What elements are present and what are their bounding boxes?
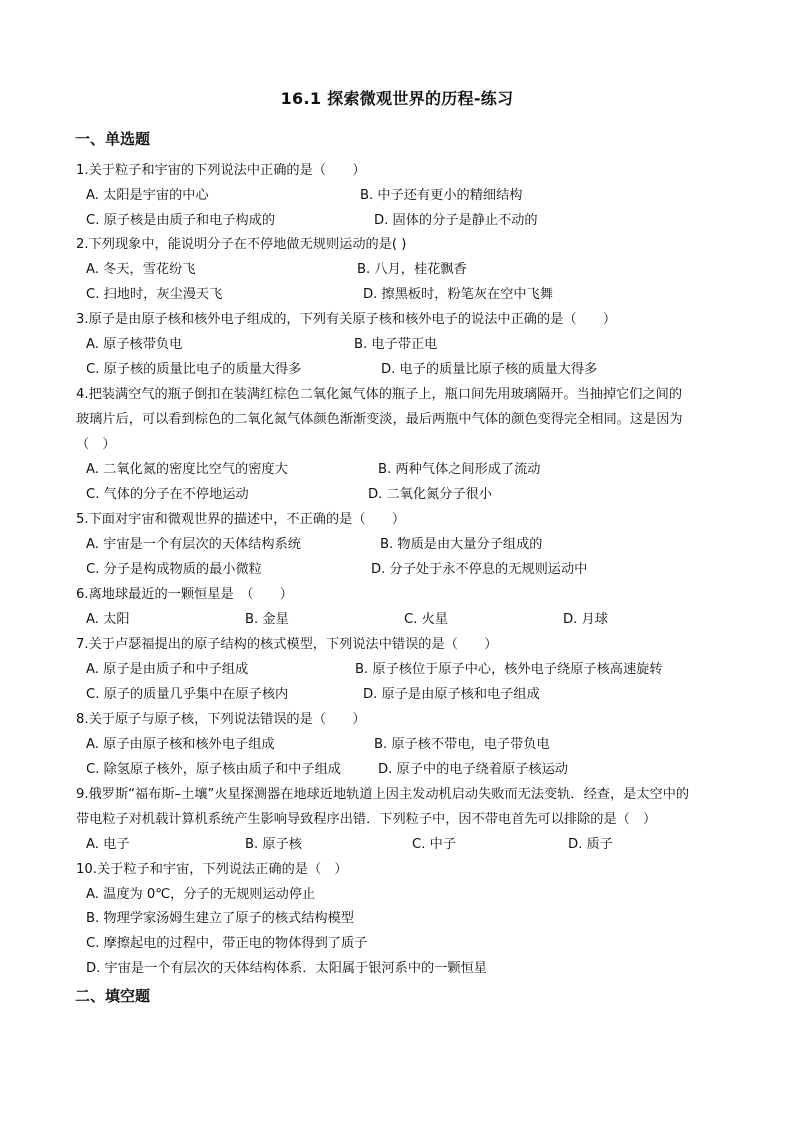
question-6-option-d: D. 月球	[563, 612, 608, 627]
question-4-option-b: B. 两种气体之间形成了流动	[378, 462, 541, 477]
question-5-option-b: B. 物质是由大量分子组成的	[380, 537, 543, 552]
question-5-stem: 5.下面对宇宙和微观世界的描述中，不正确的是（ ）	[76, 512, 406, 527]
question-3-option-a: A. 原子核带负电	[86, 337, 183, 352]
question-8-option-d: D. 原子中的电子绕着原子核运动	[378, 762, 568, 777]
question-1-option-b: B. 中子还有更小的精细结构	[360, 188, 523, 203]
question-5-option-a: A. 宇宙是一个有层次的天体结构系统	[86, 537, 301, 552]
question-9-option-c: C. 中子	[412, 837, 456, 852]
question-4-option-d: D. 二氧化氮分子很小	[368, 487, 493, 502]
question-4-option-c: C. 气体的分子在不停地运动	[86, 487, 249, 502]
document-title: 16.1 探索微观世界的历程-练习	[280, 89, 514, 108]
question-1-option-c: C. 原子核是由质子和电子构成的	[86, 213, 276, 228]
question-4-stem-line-2: 玻璃片后，可以看到棕色的二氧化氮气体颜色渐渐变淡，最后两瓶中气体的颜色变得完全相同。这是因为	[76, 412, 683, 427]
question-2-stem: 2.下列现象中，能说明分子在不停地做无规则运动的是( )	[76, 237, 407, 252]
question-4-stem-line-3: （ ）	[76, 437, 116, 452]
question-8-option-a: A. 原子由原子核和核外电子组成	[86, 737, 275, 752]
question-6-option-b: B. 金星	[245, 612, 289, 627]
question-6-option-c: C. 火星	[404, 612, 448, 627]
question-7-option-c: C. 原子的质量几乎集中在原子核内	[86, 687, 289, 702]
question-2-option-a: A. 冬天，雪花纷飞	[86, 262, 196, 277]
question-1-option-a: A. 太阳是宇宙的中心	[86, 188, 209, 203]
question-9-option-a: A. 电子	[86, 837, 130, 852]
question-7-stem: 7.关于卢瑟福提出的原子结构的核式模型，下列说法中错误的是（ ）	[76, 637, 498, 652]
question-7-option-a: A. 原子是由质子和中子组成	[86, 662, 249, 677]
question-5-option-d: D. 分子处于永不停息的无规则运动中	[371, 562, 588, 577]
question-1-option-d: D. 固体的分子是静止不动的	[374, 213, 538, 228]
question-7-option-b: B. 原子核位于原子中心，核外电子绕原子核高速旋转	[355, 662, 663, 677]
question-9-stem-line-1: 9.俄罗斯“福布斯–土壤”火星探测器在地球近地轨道上因主发动机启动失败而无法变轨．经查，是太空中的	[76, 787, 690, 802]
question-10-option-d: D. 宇宙是一个有层次的天体结构体系．太阳属于银河系中的一颗恒星	[86, 961, 487, 976]
section-heading-fill-blank: 二、填空题	[75, 987, 151, 1005]
question-1-stem: 1.关于粒子和宇宙的下列说法中正确的是（ ）	[76, 163, 366, 178]
question-9-option-b: B. 原子核	[245, 837, 302, 852]
question-10-option-c: C. 摩擦起电的过程中，带正电的物体得到了质子	[86, 936, 368, 951]
question-9-option-d: D. 质子	[568, 837, 613, 852]
question-10-option-b: B. 物理学家汤姆生建立了原子的核式结构模型	[86, 911, 354, 926]
question-8-option-b: B. 原子核不带电，电子带负电	[374, 737, 550, 752]
question-4-option-a: A. 二氧化氮的密度比空气的密度大	[86, 462, 288, 477]
question-3-option-d: D. 电子的质量比原子核的质量大得多	[381, 362, 598, 377]
question-9-stem-line-2: 带电粒子对机载计算机系统产生影响导致程序出错．下列粒子中，因不带电首先可以排除的是（ ）	[76, 812, 657, 827]
question-3-option-b: B. 电子带正电	[354, 337, 438, 352]
question-5-option-c: C. 分子是构成物质的最小微粒	[86, 562, 262, 577]
question-10-option-a: A. 温度为 0℃，分子的无规则运动停止	[86, 887, 316, 902]
section-heading-single-choice: 一、单选题	[75, 130, 151, 148]
question-4-stem-line-1: 4.把装满空气的瓶子倒扣在装满红棕色二氧化氮气体的瓶子上，瓶口间先用玻璃隔开。当抽掉它们之间的	[76, 387, 683, 402]
question-8-stem: 8.关于原子与原子核，下列说法错误的是（ ）	[76, 712, 366, 727]
question-3-stem: 3.原子是由原子核和核外电子组成的，下列有关原子核和核外电子的说法中正确的是（ ）	[76, 312, 617, 327]
question-7-option-d: D. 原子是由原子核和电子组成	[363, 687, 540, 702]
question-8-option-c: C. 除氢原子核外，原子核由质子和中子组成	[86, 762, 341, 777]
question-2-option-d: D. 擦黑板时，粉笔灰在空中飞舞	[363, 287, 553, 302]
question-10-stem: 10.关于粒子和宇宙，下列说法正确的是（ ）	[76, 862, 348, 877]
question-2-option-b: B. 八月，桂花飘香	[357, 262, 467, 277]
question-6-option-a: A. 太阳	[86, 612, 130, 627]
question-6-stem: 6.离地球最近的一颗恒星是 （ ）	[76, 587, 293, 602]
question-2-option-c: C. 扫地时，灰尘漫天飞	[86, 287, 223, 302]
question-3-option-c: C. 原子核的质量比电子的质量大得多	[86, 362, 302, 377]
